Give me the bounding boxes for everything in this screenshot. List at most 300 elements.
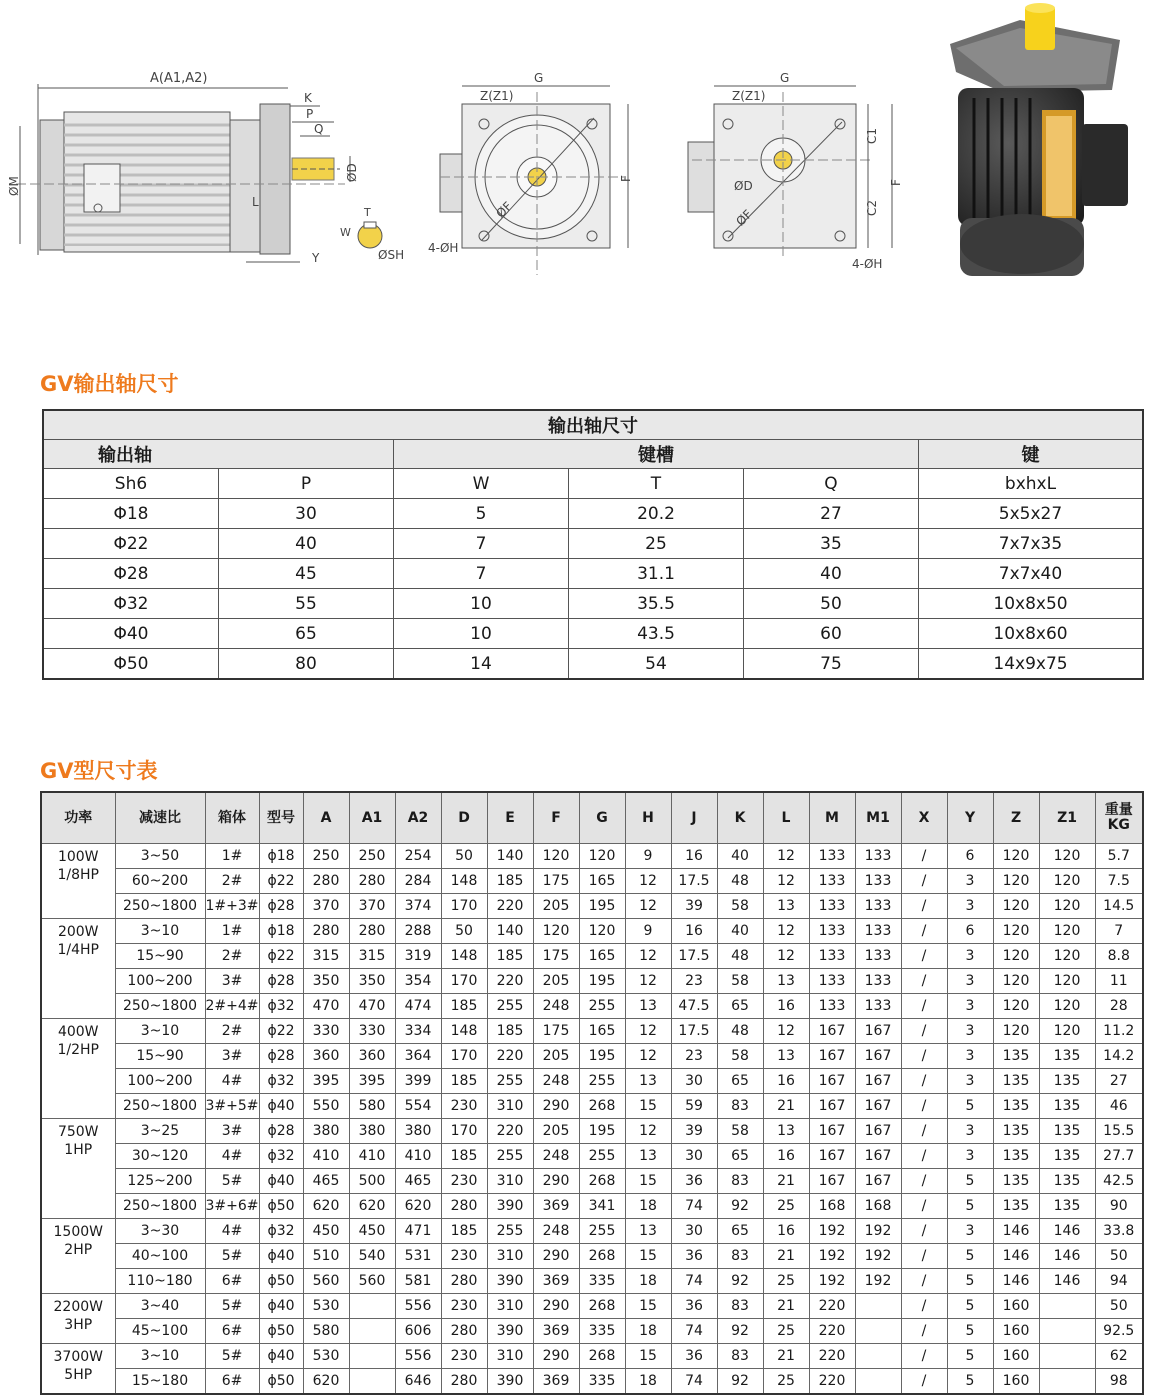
gv-dimension-table (40, 791, 1144, 1395)
table-cell: 581 (395, 1269, 441, 1294)
table-cell: 120 (993, 1019, 1039, 1044)
table-cell: 43.5 (569, 619, 744, 649)
side-view-drawing (7, 71, 404, 265)
table-cell: 146 (993, 1219, 1039, 1244)
table-cell: 1# (205, 919, 259, 944)
table-cell: 165 (579, 1019, 625, 1044)
table-row (41, 1244, 1143, 1269)
table-cell: 12 (763, 919, 809, 944)
table-cell: 474 (395, 994, 441, 1019)
table-cell: 55 (219, 589, 394, 619)
table-cell: 13 (625, 1144, 671, 1169)
table-cell: 92 (717, 1194, 763, 1219)
table-cell: 15 (625, 1094, 671, 1119)
table-cell: 15 (625, 1169, 671, 1194)
table-cell: 135 (993, 1094, 1039, 1119)
table-cell: 120 (993, 869, 1039, 894)
table-cell: 6# (205, 1319, 259, 1344)
table-cell: 7x7x35 (919, 529, 1144, 559)
table-cell: 25 (763, 1194, 809, 1219)
table-cell (855, 1344, 901, 1369)
table-row (41, 1069, 1143, 1094)
table-cell: 280 (441, 1319, 487, 1344)
table-cell: 12 (625, 1119, 671, 1144)
table-cell: 560 (349, 1269, 395, 1294)
table-cell: 65 (717, 1069, 763, 1094)
table-cell: 250 (349, 844, 395, 869)
table-cell: 510 (303, 1244, 349, 1269)
table-cell: 62 (1095, 1344, 1143, 1369)
table-cell: 268 (579, 1169, 625, 1194)
table-cell: 21 (763, 1169, 809, 1194)
table-cell: / (901, 894, 947, 919)
table-cell: 12 (625, 944, 671, 969)
table-cell: 35 (744, 529, 919, 559)
table-cell: 369 (533, 1194, 579, 1219)
table-cell: ɸ22 (259, 944, 303, 969)
table-cell: ɸ18 (259, 844, 303, 869)
table-cell: 50 (1095, 1294, 1143, 1319)
table-cell: 146 (1039, 1269, 1095, 1294)
table-cell: 6# (205, 1369, 259, 1395)
table-cell: 580 (349, 1094, 395, 1119)
table-cell: 135 (993, 1069, 1039, 1094)
table-cell: 192 (855, 1269, 901, 1294)
dim-z-label: Z(Z1) (480, 89, 514, 103)
table-cell: Φ28 (43, 559, 219, 589)
table-cell: 120 (1039, 894, 1095, 919)
table-cell: 30 (671, 1219, 717, 1244)
table-cell: ɸ40 (259, 1169, 303, 1194)
table-cell (349, 1344, 395, 1369)
table-cell: / (901, 969, 947, 994)
table-cell: 13 (763, 1044, 809, 1069)
table-cell: 175 (533, 869, 579, 894)
table-cell: 6# (205, 1269, 259, 1294)
table-cell: 5# (205, 1244, 259, 1269)
table-cell: 50 (441, 919, 487, 944)
dim-f3-label: F (889, 179, 903, 186)
power-cell: 3700W 5HP (41, 1344, 115, 1395)
table-cell: Φ32 (43, 589, 219, 619)
table-cell: 2# (205, 869, 259, 894)
table-cell: 556 (395, 1344, 441, 1369)
table-row (41, 1119, 1143, 1144)
table-cell: 360 (349, 1044, 395, 1069)
table-cell: 280 (349, 919, 395, 944)
table-cell: / (901, 1194, 947, 1219)
table-cell: 399 (395, 1069, 441, 1094)
table-cell: 284 (395, 869, 441, 894)
table-cell: 185 (487, 869, 533, 894)
table-cell: / (901, 1219, 947, 1244)
table-cell: 140 (487, 844, 533, 869)
table-cell: 255 (487, 1219, 533, 1244)
table-cell: 15~180 (115, 1369, 205, 1395)
table-cell: / (901, 1294, 947, 1319)
table-cell (349, 1369, 395, 1395)
table-cell: 410 (395, 1144, 441, 1169)
table-cell: 65 (717, 1144, 763, 1169)
table-cell: 220 (809, 1369, 855, 1395)
table-cell: 83 (717, 1094, 763, 1119)
table-row (41, 1044, 1143, 1069)
column-header: J (671, 792, 717, 844)
table-cell: 135 (1039, 1094, 1095, 1119)
table-row (41, 894, 1143, 919)
table-row (41, 844, 1143, 869)
table-cell: 230 (441, 1169, 487, 1194)
column-header: Q (744, 469, 919, 499)
column-header: Z (993, 792, 1039, 844)
table-row (41, 1194, 1143, 1219)
front-view-drawing (428, 71, 633, 275)
table-cell: 16 (671, 919, 717, 944)
table-cell: 369 (533, 1269, 579, 1294)
table-cell: 5# (205, 1344, 259, 1369)
table-cell: 354 (395, 969, 441, 994)
table-cell: 335 (579, 1269, 625, 1294)
table-cell: 248 (533, 994, 579, 1019)
table-cell: 40 (717, 919, 763, 944)
table-cell: 120 (1039, 1019, 1095, 1044)
table-cell: 380 (349, 1119, 395, 1144)
table-cell: ɸ32 (259, 1219, 303, 1244)
table-cell: 195 (579, 969, 625, 994)
table-cell: 167 (809, 1019, 855, 1044)
table-cell: 160 (993, 1344, 1039, 1369)
table-cell: 335 (579, 1369, 625, 1395)
table-cell: 390 (487, 1269, 533, 1294)
table-cell: 36 (671, 1244, 717, 1269)
table-cell: 2# (205, 1019, 259, 1044)
table-cell: 120 (1039, 994, 1095, 1019)
table-cell: ɸ32 (259, 1069, 303, 1094)
column-header: 重量 KG (1095, 792, 1143, 844)
table-cell: 167 (855, 1144, 901, 1169)
table-cell: 5 (947, 1369, 993, 1395)
table-cell: 290 (533, 1344, 579, 1369)
table-cell: ɸ22 (259, 1019, 303, 1044)
table-cell: 75 (744, 649, 919, 680)
table-cell: 120 (993, 894, 1039, 919)
table-cell: 15 (625, 1294, 671, 1319)
table-cell: 13 (625, 1069, 671, 1094)
table-cell: 620 (303, 1194, 349, 1219)
table-cell: 21 (763, 1244, 809, 1269)
table-cell: 5 (947, 1194, 993, 1219)
table-cell: ɸ22 (259, 869, 303, 894)
table-cell: 205 (533, 969, 579, 994)
table-cell: 83 (717, 1294, 763, 1319)
table-cell: 4# (205, 1069, 259, 1094)
table-cell: 390 (487, 1319, 533, 1344)
table-row (41, 1094, 1143, 1119)
table-cell: 160 (993, 1369, 1039, 1395)
table-cell: 12 (763, 944, 809, 969)
table-cell: Φ22 (43, 529, 219, 559)
table-cell: 74 (671, 1269, 717, 1294)
table-cell: 167 (855, 1094, 901, 1119)
table-cell: 370 (303, 894, 349, 919)
table-cell: 395 (303, 1069, 349, 1094)
table-cell: 15~90 (115, 944, 205, 969)
table-cell: / (901, 1019, 947, 1044)
table-cell: Φ18 (43, 499, 219, 529)
power-cell: 100W 1/8HP (41, 844, 115, 919)
table-row (41, 944, 1143, 969)
table-cell: 5.7 (1095, 844, 1143, 869)
table-title: 输出轴尺寸 (43, 410, 1143, 440)
column-header: bxhxL (919, 469, 1144, 499)
table-cell: 280 (441, 1194, 487, 1219)
table-cell: 554 (395, 1094, 441, 1119)
table-cell: 205 (533, 894, 579, 919)
dim-k-label: K (304, 91, 312, 105)
table-cell: 250~1800 (115, 1094, 205, 1119)
table-cell: 167 (855, 1069, 901, 1094)
table-cell: 3 (947, 969, 993, 994)
table-cell: 65 (717, 1219, 763, 1244)
table-cell: 170 (441, 969, 487, 994)
dim-z3-label: Z(Z1) (732, 89, 766, 103)
table-row (41, 1344, 1143, 1369)
table-cell: 268 (579, 1294, 625, 1319)
table-cell: 3#+6# (205, 1194, 259, 1219)
table-cell: 133 (855, 869, 901, 894)
table-cell: 606 (395, 1319, 441, 1344)
table-cell: 25 (763, 1319, 809, 1344)
table-cell: 94 (1095, 1269, 1143, 1294)
table-cell: 167 (809, 1069, 855, 1094)
table-cell (349, 1294, 395, 1319)
table-cell: 120 (1039, 944, 1095, 969)
column-header: D (441, 792, 487, 844)
table-cell: 185 (441, 1219, 487, 1244)
table-cell: 83 (717, 1169, 763, 1194)
table-cell: 3~50 (115, 844, 205, 869)
table-cell: 48 (717, 944, 763, 969)
table-cell: 120 (1039, 869, 1095, 894)
table-cell: 48 (717, 1019, 763, 1044)
table-cell: 46 (1095, 1094, 1143, 1119)
column-header: E (487, 792, 533, 844)
table-cell: 133 (809, 994, 855, 1019)
table-cell: 36 (671, 1169, 717, 1194)
table-cell: 205 (533, 1119, 579, 1144)
table-row (41, 1219, 1143, 1244)
table-cell: 120 (993, 844, 1039, 869)
table-cell: 65 (717, 994, 763, 1019)
table-cell: 13 (625, 994, 671, 1019)
table-cell: 3~40 (115, 1294, 205, 1319)
table-cell: 192 (809, 1244, 855, 1269)
table-cell: 7.5 (1095, 869, 1143, 894)
table-cell: 5 (947, 1094, 993, 1119)
table-cell: 160 (993, 1319, 1039, 1344)
table-cell: 248 (533, 1069, 579, 1094)
table-cell: 450 (303, 1219, 349, 1244)
dim-p-label: P (306, 107, 314, 121)
table-cell: / (901, 1144, 947, 1169)
table-cell: 192 (809, 1219, 855, 1244)
table-cell: ɸ28 (259, 1044, 303, 1069)
table-cell: 135 (993, 1119, 1039, 1144)
table-cell: 310 (487, 1244, 533, 1269)
table-cell: 15~90 (115, 1044, 205, 1069)
table-cell: 560 (303, 1269, 349, 1294)
table-cell: 12 (763, 844, 809, 869)
table-cell: 465 (303, 1169, 349, 1194)
table-cell: 341 (579, 1194, 625, 1219)
table-cell: 3~10 (115, 1019, 205, 1044)
table-cell: 120 (1039, 919, 1095, 944)
table-cell: 170 (441, 1119, 487, 1144)
group-header-shaft: 输出轴 (43, 440, 394, 469)
table-cell: 12 (625, 969, 671, 994)
table-cell: 185 (441, 1069, 487, 1094)
table-cell: 120 (993, 969, 1039, 994)
table-row (41, 1294, 1143, 1319)
table-cell: / (901, 844, 947, 869)
section-title-output-shaft: GV输出轴尺寸 (40, 372, 179, 396)
table-cell: 135 (993, 1144, 1039, 1169)
column-header: 减速比 (115, 792, 205, 844)
table-cell: 168 (809, 1194, 855, 1219)
table-cell: 255 (487, 1069, 533, 1094)
table-cell: 39 (671, 894, 717, 919)
column-header: F (533, 792, 579, 844)
table-cell: 14 (394, 649, 569, 680)
table-cell: 280 (303, 919, 349, 944)
table-cell: 374 (395, 894, 441, 919)
table-cell: 4# (205, 1144, 259, 1169)
table-cell: 30~120 (115, 1144, 205, 1169)
column-header: G (579, 792, 625, 844)
table-cell: 185 (487, 944, 533, 969)
table-cell: 3~10 (115, 1344, 205, 1369)
table-cell: 80 (219, 649, 394, 680)
table-cell: 45~100 (115, 1319, 205, 1344)
table-cell: 5 (947, 1294, 993, 1319)
table-cell: 16 (671, 844, 717, 869)
table-cell: 18 (625, 1319, 671, 1344)
table-cell: 205 (533, 1044, 579, 1069)
table-cell: 3# (205, 1119, 259, 1144)
table-cell: 18 (625, 1269, 671, 1294)
table-cell: 27 (1095, 1069, 1143, 1094)
table-cell: 12 (625, 869, 671, 894)
table-cell: 74 (671, 1369, 717, 1395)
table-cell: 18 (625, 1194, 671, 1219)
table-cell: 248 (533, 1219, 579, 1244)
table-cell: 3 (947, 944, 993, 969)
table-cell: 146 (993, 1269, 1039, 1294)
table-cell: 58 (717, 969, 763, 994)
table-cell: 310 (487, 1169, 533, 1194)
table-cell: 17.5 (671, 944, 717, 969)
table-cell: 27.7 (1095, 1144, 1143, 1169)
table-cell: 92 (717, 1269, 763, 1294)
table-cell: 21 (763, 1094, 809, 1119)
table-cell: 450 (349, 1219, 395, 1244)
table-cell: 120 (579, 919, 625, 944)
table-cell: 380 (303, 1119, 349, 1144)
table-cell: 280 (303, 869, 349, 894)
table-row (43, 559, 1143, 589)
table-cell: 30 (219, 499, 394, 529)
table-cell: 330 (303, 1019, 349, 1044)
table-cell: ɸ50 (259, 1269, 303, 1294)
table-cell: 280 (349, 869, 395, 894)
table-cell: 33.8 (1095, 1219, 1143, 1244)
table-cell: 12 (625, 894, 671, 919)
table-cell: 5 (394, 499, 569, 529)
table-cell: 133 (809, 869, 855, 894)
table-cell: 133 (855, 919, 901, 944)
table-cell: 380 (395, 1119, 441, 1144)
table-cell: / (901, 1319, 947, 1344)
table-cell: 500 (349, 1169, 395, 1194)
table-cell: 170 (441, 894, 487, 919)
column-header: T (569, 469, 744, 499)
table-cell: 100~200 (115, 969, 205, 994)
table-cell: 3~10 (115, 919, 205, 944)
table-cell: 315 (303, 944, 349, 969)
table-row (41, 869, 1143, 894)
dim-a-label: A(A1,A2) (150, 71, 208, 86)
table-cell: / (901, 869, 947, 894)
table-cell: ɸ50 (259, 1194, 303, 1219)
table-cell: 3 (947, 1019, 993, 1044)
table-cell: 50 (441, 844, 487, 869)
table-cell: 90 (1095, 1194, 1143, 1219)
table-cell: 5 (947, 1319, 993, 1344)
table-cell: 556 (395, 1294, 441, 1319)
dim-c1-label: C1 (865, 127, 879, 144)
table-cell: 40 (219, 529, 394, 559)
table-row (41, 1269, 1143, 1294)
table-row (43, 619, 1143, 649)
table-cell: / (901, 1044, 947, 1069)
table-cell: 1# (205, 844, 259, 869)
power-cell: 400W 1/2HP (41, 1019, 115, 1119)
table-cell: ɸ32 (259, 994, 303, 1019)
table-cell: 531 (395, 1244, 441, 1269)
table-cell: 192 (855, 1244, 901, 1269)
table-cell: Φ50 (43, 649, 219, 680)
table-cell: 16 (763, 1069, 809, 1094)
table-row (41, 1019, 1143, 1044)
table-cell (855, 1294, 901, 1319)
table-cell: 45 (219, 559, 394, 589)
table-cell: 148 (441, 869, 487, 894)
table-cell: 3# (205, 1044, 259, 1069)
table-cell: 83 (717, 1344, 763, 1369)
table-cell: 15 (625, 1244, 671, 1269)
table-cell: 250~1800 (115, 894, 205, 919)
table-cell: 10x8x50 (919, 589, 1144, 619)
table-cell: 220 (487, 969, 533, 994)
table-cell: 25 (763, 1269, 809, 1294)
table-cell: 74 (671, 1319, 717, 1344)
table-cell: 133 (855, 944, 901, 969)
table-cell: ɸ28 (259, 894, 303, 919)
square-view-drawing (688, 71, 903, 271)
table-cell: 133 (809, 919, 855, 944)
table-cell: ɸ40 (259, 1094, 303, 1119)
table-cell (1039, 1344, 1095, 1369)
